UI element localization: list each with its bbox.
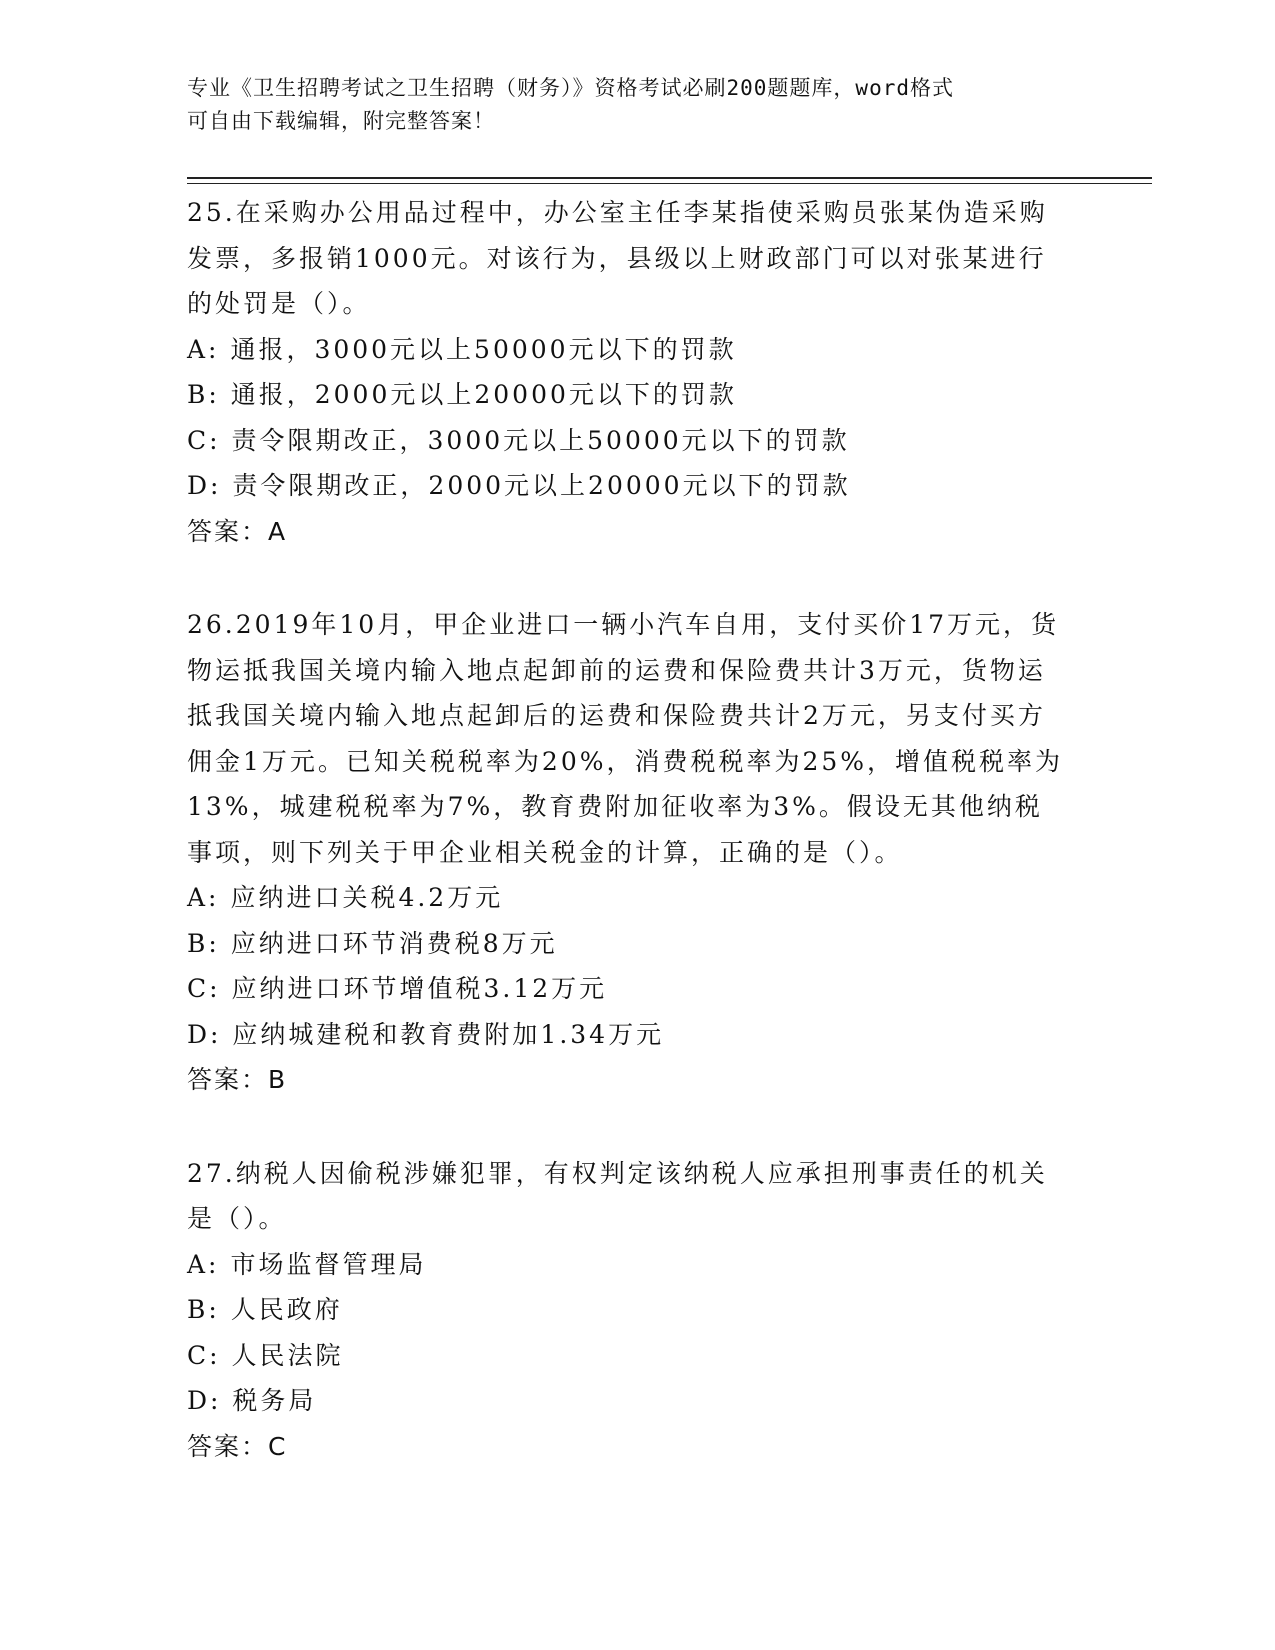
option-key: D: bbox=[187, 1386, 222, 1415]
option-text: 通报，2000元以上20000元以下的罚款 bbox=[230, 380, 737, 409]
question-list bbox=[187, 190, 1067, 1517]
option-c bbox=[187, 418, 1067, 464]
option-text: 市场监督管理局 bbox=[230, 1249, 427, 1279]
option-d bbox=[187, 463, 1067, 509]
option-list bbox=[187, 875, 1067, 1057]
question-25 bbox=[187, 190, 1067, 554]
option-text: 应纳进口关税4.2万元 bbox=[230, 883, 504, 912]
option-b bbox=[187, 372, 1067, 418]
option-key: D: bbox=[187, 471, 222, 500]
option-key: C: bbox=[187, 425, 221, 455]
option-key: B: bbox=[187, 380, 220, 409]
answer-line: 答案：C bbox=[187, 1431, 288, 1461]
option-text: 人民政府 bbox=[230, 1295, 343, 1324]
option-text: 责令限期改正，3000元以上50000元以下的罚款 bbox=[231, 425, 850, 455]
question-26 bbox=[187, 602, 1067, 1103]
header-divider-thick bbox=[187, 177, 1152, 179]
option-list bbox=[187, 327, 1067, 509]
answer-line: 答案：A bbox=[187, 516, 288, 546]
option-key: C: bbox=[187, 974, 221, 1003]
header-intro-line-2: 可自由下载编辑，附完整答案！ bbox=[187, 109, 495, 133]
answer-line: 答案：B bbox=[187, 1065, 288, 1094]
option-d bbox=[187, 1012, 1067, 1058]
question-text: 27.纳税人因偷税涉嫌犯罪，有权判定该纳税人应承担刑事责任的机关是（）。 bbox=[187, 1158, 1048, 1233]
option-text: 责令限期改正，2000元以上20000元以下的罚款 bbox=[232, 471, 851, 500]
option-key: C: bbox=[187, 1340, 221, 1370]
option-text: 税务局 bbox=[232, 1386, 317, 1415]
option-key: A: bbox=[187, 1249, 220, 1279]
option-a bbox=[187, 327, 1067, 373]
option-text: 通报，3000元以上50000元以下的罚款 bbox=[230, 334, 737, 364]
document-page bbox=[187, 0, 1147, 1650]
option-key: B: bbox=[187, 928, 220, 958]
option-a bbox=[187, 1242, 1067, 1288]
option-list bbox=[187, 1242, 1067, 1424]
option-text: 应纳进口环节消费税8万元 bbox=[230, 928, 558, 958]
option-c bbox=[187, 966, 1067, 1012]
option-key: D: bbox=[187, 1019, 222, 1049]
option-a bbox=[187, 875, 1067, 921]
option-c bbox=[187, 1333, 1067, 1379]
option-text: 人民法院 bbox=[231, 1340, 344, 1370]
option-text: 应纳进口环节增值税3.12万元 bbox=[231, 974, 608, 1003]
option-b bbox=[187, 921, 1067, 967]
option-key: A: bbox=[187, 334, 220, 364]
question-text: 26.2019年10月，甲企业进口一辆小汽车自用，支付买价17万元，货物运抵我国关境内输入地点起卸前的运费和保险费共计3万元，货物运抵我国关境内输入地点起卸后的运费和保险费共计2万元，另支付买方佣金1万元。已知关税税率为20%，消费税税率为25%，增值税税率为13%，城建税税率为7%，教育费附加征收率为3%。假设无其他纳税事项，则下列关于甲企业相关税金的计算，正确的是（）。 bbox=[187, 610, 1064, 867]
option-text: 应纳城建税和教育费附加1.34万元 bbox=[232, 1019, 665, 1049]
option-key: B: bbox=[187, 1295, 220, 1324]
document-header bbox=[187, 72, 1067, 138]
header-intro-line-1: 专业《卫生招聘考试之卫生招聘（财务）》资格考试必刷200题题库，word格式 bbox=[187, 76, 954, 100]
option-key: A: bbox=[187, 883, 220, 912]
option-b bbox=[187, 1287, 1067, 1333]
question-text: 25.在采购办公用品过程中，办公室主任李某指使采购员张某伪造采购发票，多报销1000元。对该行为，县级以上财政部门可以对张某进行的处罚是（）。 bbox=[187, 198, 1048, 318]
option-d bbox=[187, 1378, 1067, 1424]
question-27 bbox=[187, 1151, 1067, 1470]
header-divider-thin bbox=[187, 183, 1152, 184]
